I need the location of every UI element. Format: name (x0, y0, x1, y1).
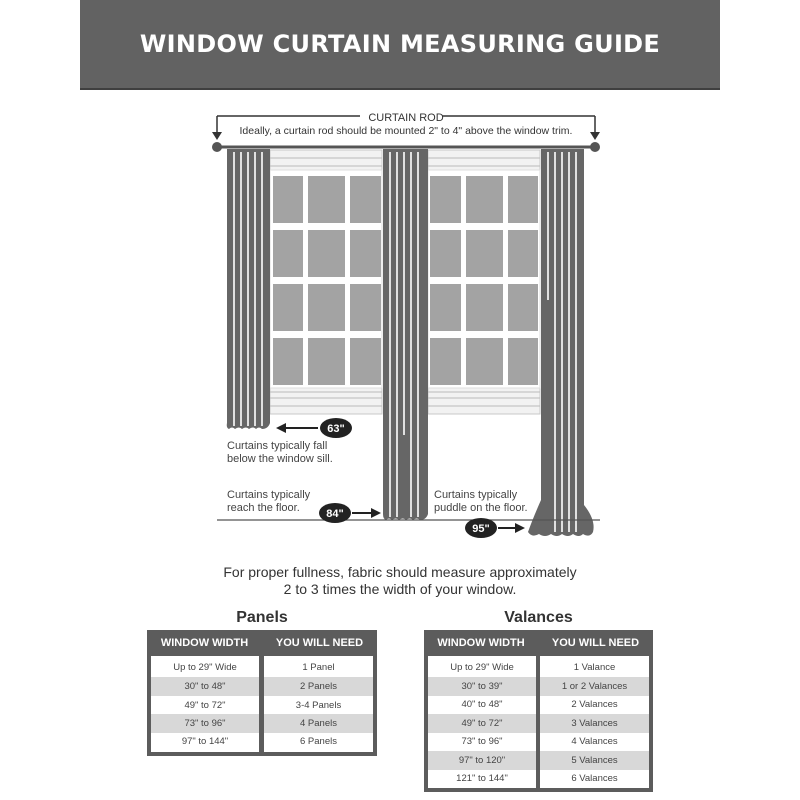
rod-label: CURTAIN ROD (368, 112, 444, 124)
curtain-63 (227, 149, 270, 429)
panels-table (147, 630, 377, 756)
caption-95-line2: puddle on the floor. (434, 502, 528, 514)
table-cell: 97" to 144" (181, 736, 229, 747)
table-cell: 30" to 48" (151, 677, 259, 696)
table-cell: Up to 29" Wide (450, 662, 514, 673)
table-cell: 3-4 Panels (295, 700, 342, 711)
panels-col-need (264, 656, 373, 752)
caption-95 (434, 489, 528, 515)
table-cell: 4 Panels (264, 714, 373, 733)
length-marker-95 (465, 518, 525, 538)
table-cell: 1 or 2 Valances (540, 677, 649, 696)
panels-header-width: WINDOW WIDTH (160, 637, 249, 649)
rod-finial-left (212, 142, 222, 152)
table-cell: 49" to 72" (428, 714, 536, 733)
caption-63-line2: below the window sill. (227, 453, 333, 465)
length-84-badge: 84" (326, 508, 344, 520)
rod-dimension (212, 112, 600, 140)
caption-63-line1: Curtains typically fall (227, 440, 328, 452)
valances-col-need (540, 656, 649, 788)
table-cell: 73" to 96" (461, 736, 503, 747)
valances-table (424, 630, 653, 792)
fullness-note (150, 564, 650, 598)
page-title: WINDOW CURTAIN MEASURING GUIDE (139, 30, 661, 58)
table-cell: 3 Valances (540, 714, 649, 733)
table-cell: 1 Panel (302, 662, 335, 673)
caption-63 (227, 440, 333, 466)
table-cell: 6 Panels (300, 736, 337, 747)
curtain-84 (383, 149, 428, 520)
valances-col-width (428, 656, 536, 788)
table-cell: 1 Valance (573, 662, 616, 673)
table-cell: 97" to 120" (428, 751, 536, 770)
window-right (428, 150, 540, 414)
valances-title: Valances (504, 609, 573, 626)
window-left (270, 150, 382, 414)
length-marker-63 (276, 418, 352, 438)
panels-header-need: YOU WILL NEED (275, 637, 364, 649)
table-cell: 73" to 96" (151, 714, 259, 733)
table-cell: 40" to 48" (461, 699, 503, 710)
rod-finial-right (590, 142, 600, 152)
fullness-note-line1: For proper fullness, fabric should measure approximately (223, 564, 577, 580)
table-cell: 121" to 144" (456, 773, 508, 784)
table-cell: Up to 29" Wide (173, 662, 237, 673)
caption-84-line2: reach the floor. (227, 502, 300, 514)
fullness-note-line2: 2 to 3 times the width of your window. (283, 581, 517, 597)
caption-84 (227, 489, 310, 515)
length-63-badge: 63" (327, 423, 345, 435)
valances-header-width: WINDOW WIDTH (437, 637, 525, 649)
table-cell: 2 Panels (264, 677, 373, 696)
rod-note: Ideally, a curtain rod should be mounted 2" to 4" above the window trim. (239, 125, 573, 137)
table-cell: 5 Valances (540, 751, 649, 770)
table-cell: 6 Valances (571, 773, 618, 784)
table-cell: 49" to 72" (184, 700, 226, 711)
length-95-badge: 95" (472, 523, 490, 535)
table-cell: 4 Valances (571, 736, 618, 747)
valances-header-need: YOU WILL NEED (551, 637, 640, 649)
panels-col-width (151, 656, 259, 752)
caption-84-line1: Curtains typically (227, 489, 311, 501)
table-cell: 30" to 39" (428, 677, 536, 696)
caption-95-line1: Curtains typically (434, 489, 518, 501)
table-cell: 2 Valances (571, 699, 618, 710)
panels-title: Panels (236, 609, 288, 626)
